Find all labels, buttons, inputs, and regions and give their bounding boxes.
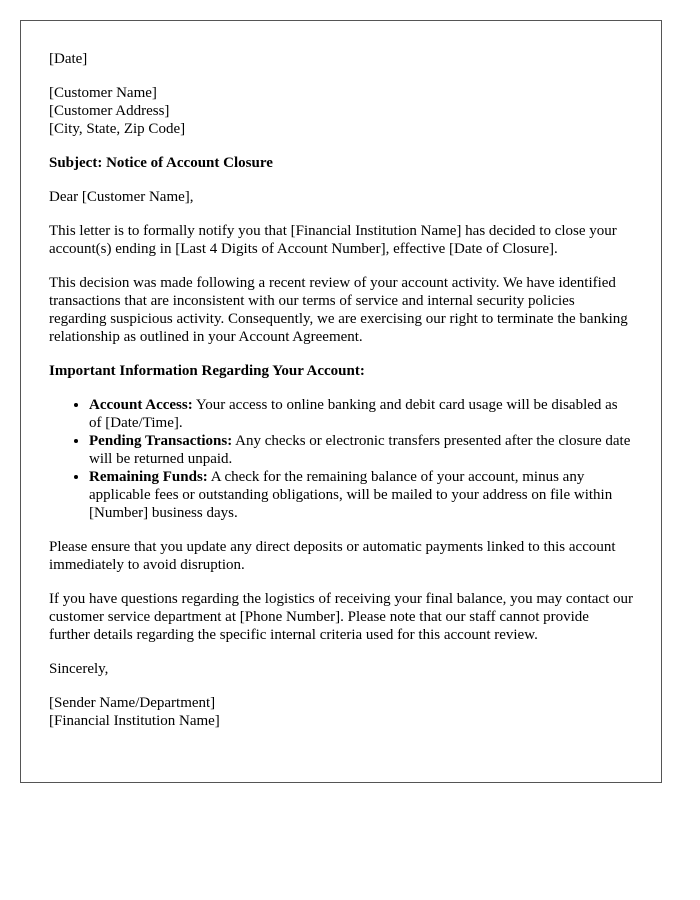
list-item-text: A check for the remaining balance of your account, minus any applicable fees or outstanding obligations, will be mailed to your address on file within [Number] business days. <box>89 469 613 521</box>
list-item-term: Account Access: <box>89 397 193 413</box>
body-paragraph-direct-deposits: Please ensure that you update any direct deposits or automatic payments linked to this account immediately to avoid disruption. <box>49 539 616 573</box>
letter-page <box>20 20 662 783</box>
account-info-list <box>49 396 633 522</box>
sender-institution: [Financial Institution Name] <box>49 713 220 729</box>
list-item-pending-transactions <box>89 432 633 468</box>
recipient-name: [Customer Name] <box>49 85 157 101</box>
sender-name: [Sender Name/Department] <box>49 695 216 711</box>
salutation: Dear [Customer Name], <box>49 189 194 205</box>
section-heading: Important Information Regarding Your Account: <box>49 363 365 379</box>
list-item-term: Remaining Funds: <box>89 469 208 485</box>
body-paragraph-contact: If you have questions regarding the logistics of receiving your final balance, you may contact our customer service department at [Phone Number]. Please note that our staff cannot provide further details regarding the specific internal criteria used for this account review. <box>49 591 633 643</box>
signature-block <box>49 694 633 730</box>
body-paragraph-notification: This letter is to formally notify you that [Financial Institution Name] has decided to close your account(s) ending in [Last 4 Digits of Account Number], effective [Date of Closure]. <box>49 223 617 257</box>
recipient-city-state-zip: [City, State, Zip Code] <box>49 121 186 137</box>
recipient-address: [Customer Address] <box>49 103 170 119</box>
list-item-account-access <box>89 396 633 432</box>
list-item-text: Your access to online banking and debit card usage will be disabled as of [Date/Time]. <box>89 397 618 431</box>
recipient-block <box>49 84 633 138</box>
list-item-remaining-funds <box>89 468 633 522</box>
list-item-text: Any checks or electronic transfers presented after the closure date will be returned unpaid. <box>89 433 631 467</box>
letter-subject: Subject: Notice of Account Closure <box>49 155 273 171</box>
list-item-term: Pending Transactions: <box>89 433 233 449</box>
body-paragraph-reason: This decision was made following a recent review of your account activity. We have identified transactions that are inconsistent with our terms of service and internal security policies regarding suspicious activity. Consequently, we are exercising our right to terminate the banking relationship as outlined in your Account Agreement. <box>49 275 628 345</box>
signoff: Sincerely, <box>49 661 109 677</box>
letter-date: [Date] <box>49 51 88 67</box>
